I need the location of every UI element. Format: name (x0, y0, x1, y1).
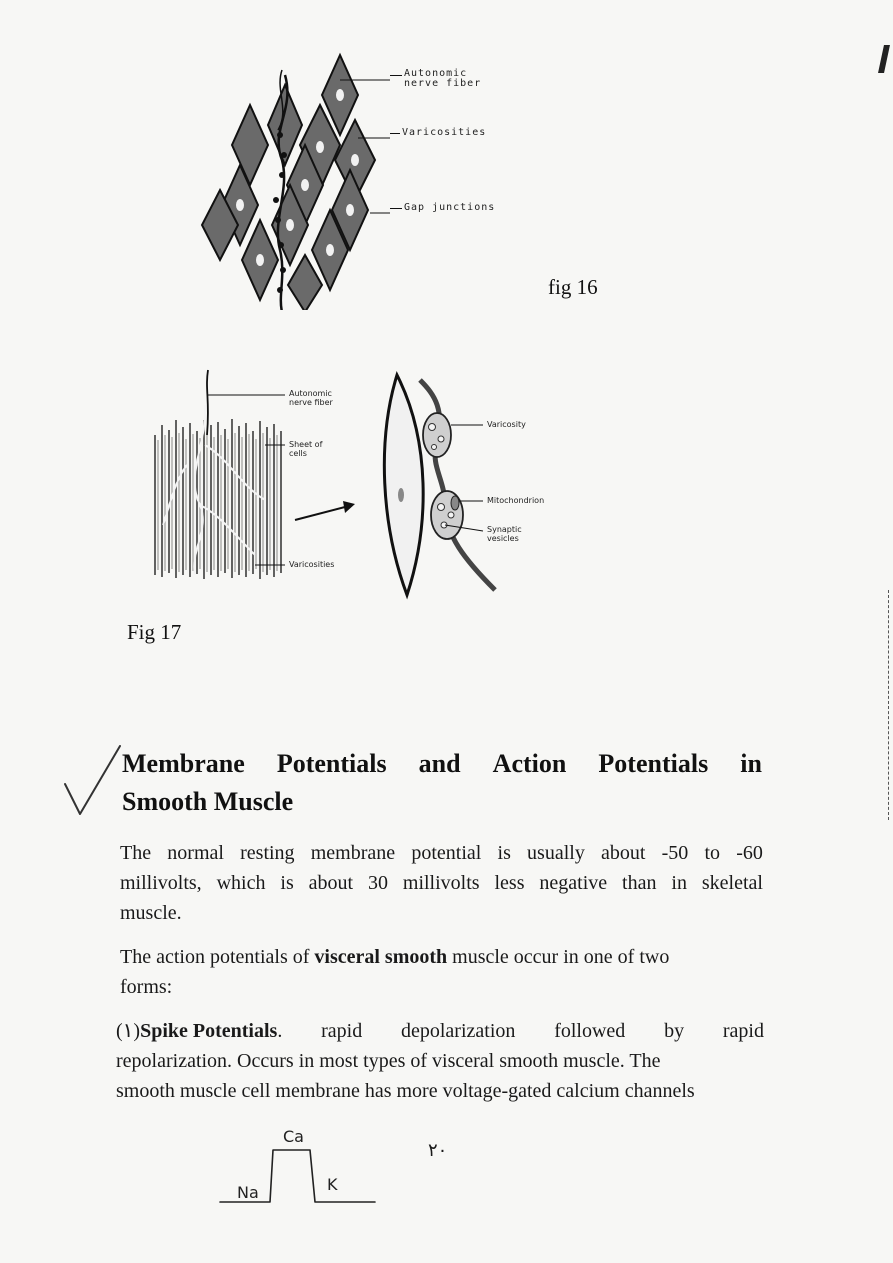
figure-17 (145, 365, 565, 600)
fig17-label-varicosities: Varicosities (289, 560, 335, 569)
fig16-gap-leader (390, 208, 402, 209)
fig16-nerve-leader (390, 75, 402, 76)
heading-line-1: Membrane Potentials and Action Potentials in (122, 749, 762, 778)
handwriting-na: Na (237, 1183, 259, 1202)
page-number: ٢٠ (428, 1140, 448, 1161)
fig17-caption: Fig 17 (127, 620, 182, 644)
paragraph-resting-potential: The normal resting membrane potential is usually about -50 to -60 millivolts, which is about 30 millivolts less negative than in skeletal muscle. (120, 842, 763, 924)
fig16-label-nerve: Autonomic nerve fiber (404, 68, 482, 89)
margin-rule (888, 590, 889, 820)
handwriting-k: K (327, 1175, 338, 1194)
checkmark-icon (60, 742, 130, 822)
fig16-caption: fig 16 (548, 275, 598, 299)
margin-mark-top (878, 45, 890, 73)
fig17-illustration (145, 365, 565, 600)
fig16-varicosities-leader (390, 133, 400, 134)
fig17-label-mitochondrion: Mitochondrion (487, 496, 545, 505)
paragraph-action-potentials: The action potentials of visceral smooth muscle occur in one of two forms: (120, 946, 670, 998)
fig17-label-varicosity: Varicosity (487, 420, 526, 429)
handwritten-action-potential-sketch (215, 1120, 385, 1210)
figure-16 (190, 45, 610, 315)
paragraph-spike-potentials: (١)Spike Potentials. rapid depolarization followed by rapid repolarization. Occurs in most types of visceral smooth muscle. The smooth muscle cell membrane has more voltage-gated calcium channels (116, 1020, 764, 1102)
heading-line-2: Smooth Muscle (122, 787, 294, 816)
section-heading (122, 745, 762, 821)
fig17-label-synaptic: Synaptic vesicles (487, 525, 522, 543)
fig17-label-sheet: Sheet of cells (289, 440, 323, 458)
handwriting-ca: Ca (283, 1127, 304, 1146)
fig16-label-varicosities: Varicosities (402, 127, 487, 138)
fig16-label-gap: Gap junctions (404, 202, 496, 213)
fig17-label-nerve: Autonomic nerve fiber (289, 389, 333, 407)
fig16-illustration (190, 50, 390, 310)
